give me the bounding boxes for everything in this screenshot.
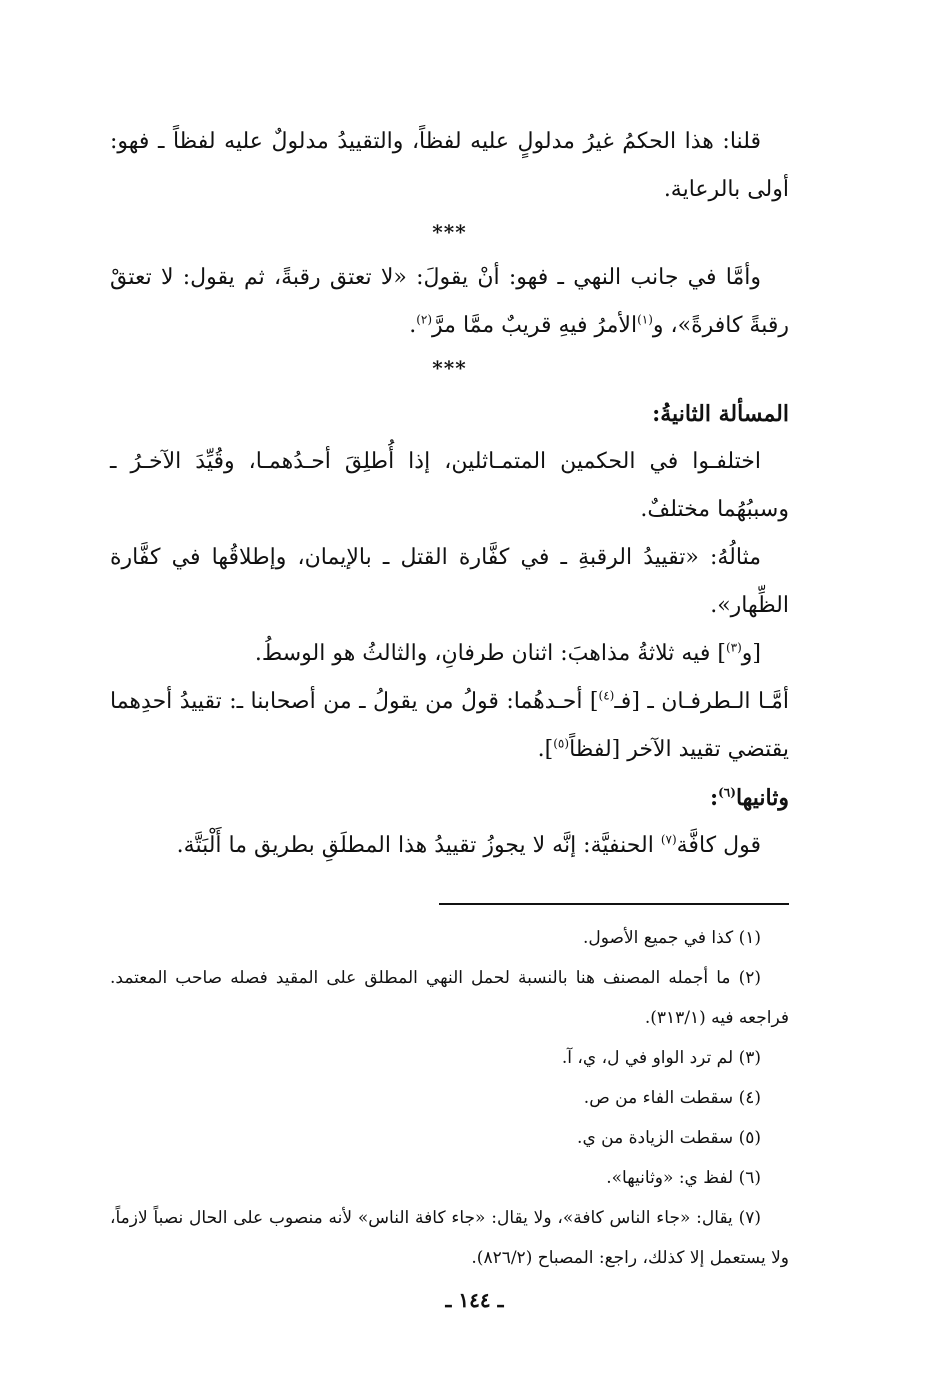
paragraph-7-text-a: وثانيها — [735, 785, 789, 811]
page-number: ـ ١٤٤ ـ — [445, 1288, 504, 1312]
footnotes — [110, 918, 789, 1278]
paragraph-5-text-b: ] فيه ثلاثةُ مذاهبَ: اثنان طرفانِ، والثالثُ هو الوسطُ. — [254, 641, 726, 666]
paragraph-2-text-c: . — [409, 313, 417, 338]
paragraph-7-text-b: : — [709, 785, 719, 811]
paragraph-8 — [110, 822, 789, 870]
paragraph-8-text-a: قول كافَّة — [676, 833, 761, 858]
paragraph-3: اختلفـوا في الحكمين المتمـاثلين، إذا أُطلِقَ أحـدُهمـا، وقُيِّدَ الآخـرُ ـ وسببُهُما مختلفٌ. — [110, 449, 789, 522]
footnote-6: (٦) لفظ ي: «وثانيها». — [606, 1168, 761, 1188]
section-separator-2: *** — [432, 356, 467, 380]
section-separator-1: *** — [432, 220, 467, 244]
footnote-5: (٥) سقطت الزيادة من ي. — [577, 1128, 761, 1148]
footnote-ref-4: (٤) — [598, 688, 615, 703]
footnote-ref-2: (٢) — [416, 312, 433, 327]
footnote-separator-rule — [439, 903, 789, 905]
paragraph-5-text-a: [و — [741, 641, 761, 666]
footnote-ref-7: (٧) — [660, 832, 677, 847]
paragraph-4: مثالُهُ: «تقييدُ الرقبةِ ـ في كفَّارة القتل ـ بالإيمان، وإطلاقُها في كفَّارة الظِّهار». — [110, 545, 789, 618]
paragraph-8-text-b: الحنفيَّة: إنَّه لا يجوزُ تقييدُ هذا المطلَقِ بطريق ما أَلْبَتَّة. — [176, 833, 661, 858]
footnote-ref-3: (٣) — [725, 640, 742, 655]
footnote-3: (٣) لم ترد الواو في ل، ي، آ. — [561, 1048, 761, 1068]
paragraph-6 — [110, 678, 789, 774]
paragraph-5 — [110, 630, 789, 678]
paragraph-2 — [110, 254, 789, 350]
footnote-ref-5: (٥) — [553, 736, 570, 751]
footnote-1: (١) كذا في جميع الأصول. — [583, 928, 761, 948]
paragraph-2-text-a: وأمَّا في جانب النهي ـ فهو: أنْ يقولَ: «لا تعتق رقبةً، ثم يقول: لا تعتقْ رقبةً كافرةً»، و — [110, 265, 789, 338]
paragraph-6-text-a: أمَّـا الـطرفـان ـ [فـ — [614, 689, 789, 714]
section-heading: المسألة الثانيةُ: — [652, 401, 789, 427]
footnote-ref-1: (١) — [637, 312, 653, 327]
footnote-7: (٧) يقال: «جاء الناس كافة»، ولا يقال: «جاء كافة الناس» لأنه منصوب على الحال نصباً لازماً، ولا يستعمل إلا كذلك، راجع: المصباح (٨٢٦/٢). — [110, 1208, 789, 1268]
footnote-2: (٢) ما أجمله المصنف هنا بالنسبة لحمل النهي المطلق على المقيد فصله صاحب المعتمد. فراجعه فيه (٣١٣/١). — [110, 968, 789, 1028]
paragraph-6-text-c: ]. — [537, 737, 554, 762]
footnote-ref-6: (٦) — [718, 785, 736, 800]
paragraph-2-text-b: الأمرُ فيهِ قريبٌ ممَّا مرَّ — [432, 313, 638, 338]
main-text — [110, 118, 789, 870]
footnote-4: (٤) سقطت الفاء من ص. — [583, 1088, 761, 1108]
paragraph-1: قلنا: هذا الحكمُ غيرُ مدلولٍ عليه لفظاً، والتقييدُ مدلولٌ عليه لفظاً ـ فهو: أولى بالرعاية. — [110, 129, 789, 202]
paragraph-7 — [110, 774, 789, 822]
paragraph-6-text-b: ] أحـدهُما: قولُ من يقولُ ـ من أصحابنا ـ: تقييدُ أحدِهما يقتضي تقييد الآخر [لفظاً — [110, 689, 789, 762]
